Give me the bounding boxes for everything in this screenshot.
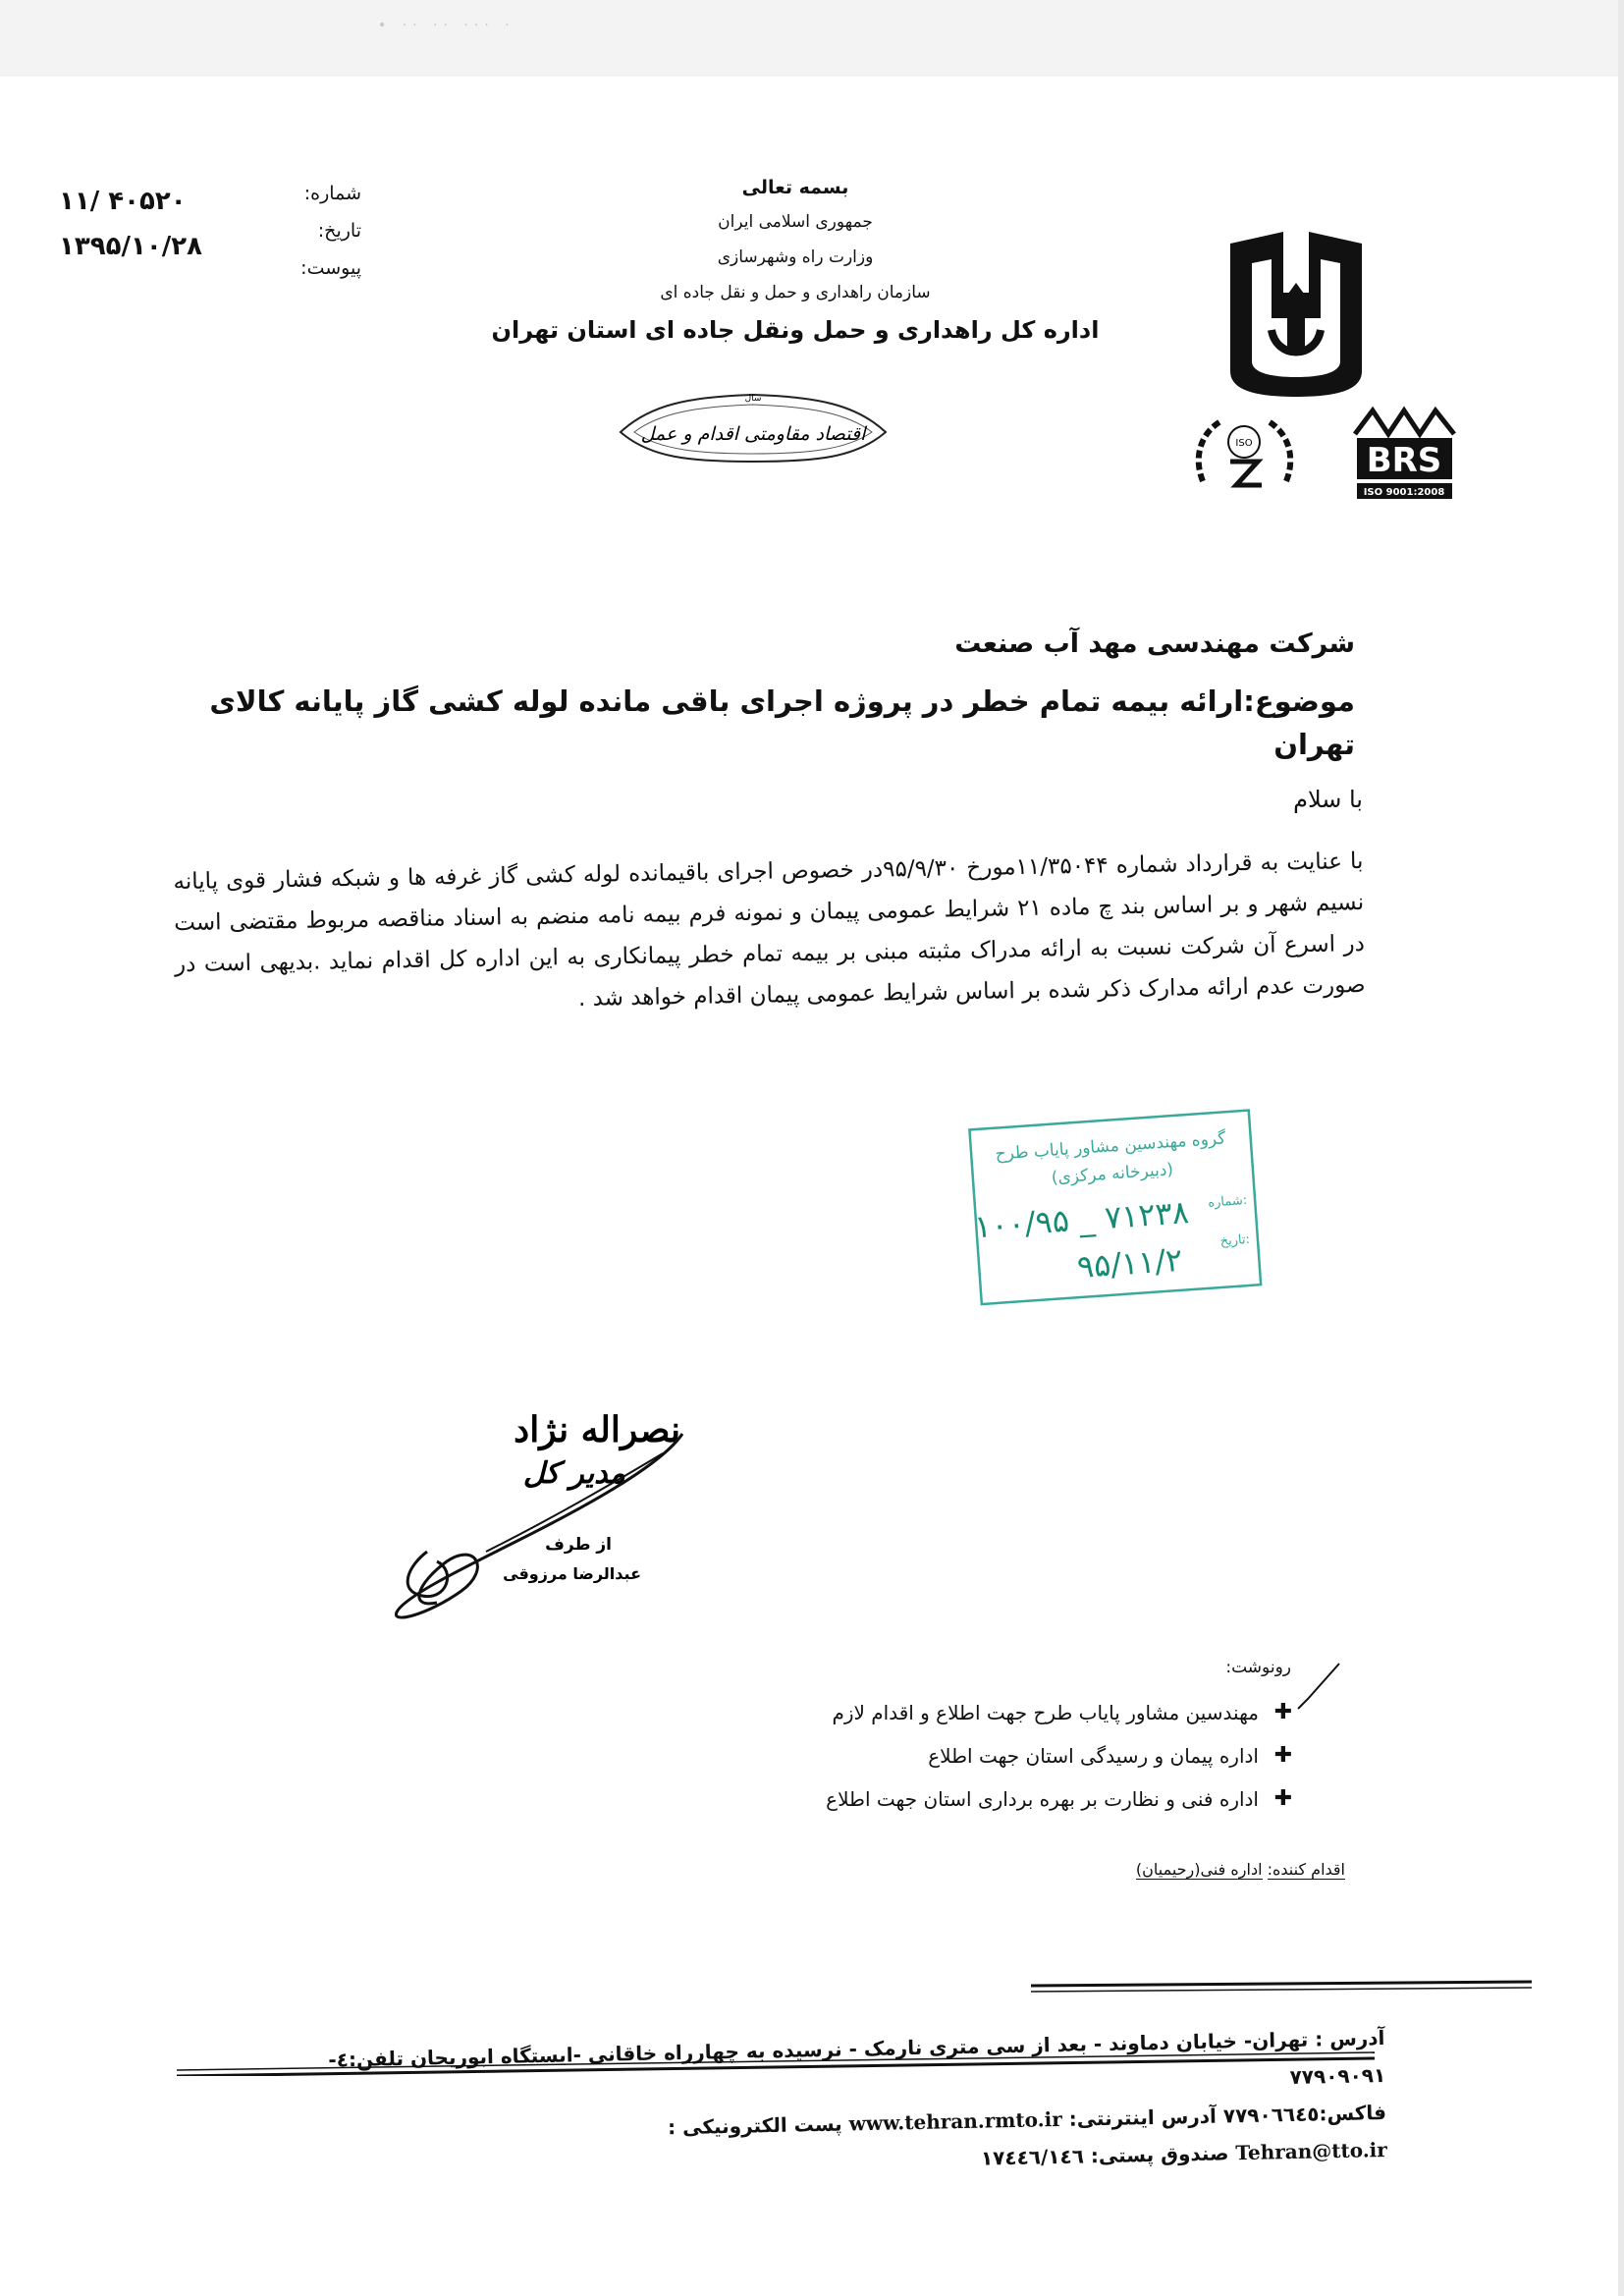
footer-fax: فاکس:۷۷۹۰٦٦٤٥ آدرس اینترنتی: — [1068, 2100, 1387, 2131]
department-line: اداره کل راهداری و حمل ونقل جاده ای استان تهران — [491, 316, 1100, 344]
ministry-logo-icon — [1222, 224, 1370, 401]
stamp-number-value: ۱۰۰/۹۵ _ ۷۱۲۳۸ — [973, 1193, 1191, 1246]
scan-noise: • ·· ·· ··· · — [378, 18, 515, 33]
cc-item — [687, 1777, 1296, 1821]
republic-line: جمهوری اسلامی ایران — [718, 212, 873, 232]
number-value: ۱۱/ ۴۰۵۲۰ — [59, 187, 187, 216]
bullet-icon: ✚ — [1273, 1743, 1293, 1768]
action-by — [1060, 1860, 1345, 1879]
cc-item-text: اداره پیمان و رسیدگی استان جهت اطلاع — [928, 1744, 1259, 1768]
cc-item-text: مهندسین مشاور پایاب طرح جهت اطلاع و اقدام لازم — [832, 1701, 1259, 1724]
scan-top-band — [0, 0, 1624, 77]
number-label: شماره: — [303, 183, 361, 204]
bullet-icon: ✚ — [1273, 1786, 1293, 1811]
footer-email-label: پست الکترونیکی : — [667, 2111, 842, 2140]
slogan-text: اقتصاد مقاومتی اقدام و عمل — [640, 423, 866, 445]
iso-small-text: ISO — [1235, 438, 1253, 449]
brs-text: BRS — [1366, 441, 1442, 480]
meta-labels — [273, 175, 361, 287]
cc-item — [687, 1734, 1296, 1777]
action-by-value: اداره فنی(رحیمیان) — [1135, 1860, 1263, 1879]
stamp-date-value: ۹۵/۱۱/۲ — [1075, 1240, 1184, 1286]
attachment-label: پیوست: — [300, 257, 361, 279]
slogan-calligraphy — [611, 385, 895, 465]
cc-item-text: اداره فنی و نظارت بر بهره برداری استان جهت اطلاع — [826, 1787, 1259, 1811]
meta-values — [59, 179, 255, 269]
action-by-label: اقدام کننده: — [1267, 1860, 1345, 1879]
iso-caption: ISO 9001:2008 — [1363, 487, 1445, 498]
footer-website[interactable]: www.tehran.rmto.ir — [848, 2106, 1062, 2136]
greeting: با سلام — [1293, 786, 1363, 813]
addressee: شرکت مهندسی مهد آب صنعت — [954, 629, 1355, 659]
stamp-line2: (دبیرخانه مرکزی) — [1051, 1160, 1174, 1188]
checkmark-icon — [1294, 1660, 1341, 1719]
basmala: بسمه تعالی — [741, 177, 849, 198]
footer-pobox: صندوق پستی: ۱۷٤٤٦/۱٤٦ — [980, 2141, 1229, 2170]
cc-label: رونوشت: — [1225, 1658, 1291, 1677]
date-label: تاریخ: — [317, 220, 361, 242]
brs-logo-icon — [1353, 405, 1456, 503]
stamp-date-label: تاریخ: — [1219, 1231, 1251, 1249]
signatory-name: نصراله نژاد — [514, 1409, 680, 1450]
stamp-number-label: شماره: — [1207, 1192, 1248, 1211]
iso-certification-icon — [1193, 412, 1296, 496]
signatory-title: مدیر کل — [522, 1456, 625, 1491]
footer-email[interactable]: Tehran@tto.ir — [1235, 2137, 1388, 2165]
stamp-line1: گروه مهندسین مشاور پایاب طرح — [995, 1128, 1226, 1165]
letter-body: با عنایت به قرارداد شماره ۱۱/۳۵۰۴۴مورخ ۹۵/۹/۳۰در خصوص اجرای باقیمانده لوله کشی گاز غرفه ها و شبکه فشار قوی پایانه نسیم شهر و بر اساس بند چ ماده ۲۱ شرایط عمومی پیمان و نمونه فرم بیمه نامه منضم به اسناد مناقصه مربوط مقتضی است در اسرع آن شرکت نسبت به ارائه مدراک مثبته مبنی بر بیمه تمام خطر پیمانکاری به این اداره کل اقدام نماید .بدیهی است در صورت عدم ارائه مدارک ذکر شده بر اساس شرایط عمومی پیمان اقدام خواهد شد . — [173, 847, 1366, 1011]
signature-scribble-icon — [368, 1394, 692, 1630]
cc-list — [687, 1691, 1296, 1821]
received-stamp — [967, 1090, 1272, 1316]
date-value: ۱۳۹۵/۱۰/۲۸ — [59, 232, 202, 261]
footer-address — [245, 2019, 1387, 2192]
signature-block — [368, 1394, 692, 1630]
ministry-line: وزارت راه وشهرسازی — [717, 247, 874, 267]
scan-edge — [1618, 0, 1624, 2296]
brs-logo — [1353, 405, 1456, 503]
letterhead — [461, 171, 1129, 350]
organization-line: سازمان راهداری و حمل و نقل جاده ای — [660, 283, 931, 302]
footer-address-line: آدرس : تهران- خیابان دماوند - بعد از سی متری نارمک - نرسیده به چهارراه خاقانی -ایستگاه ابوریحان تلفن:٤- ۷۷۹۰۹۰۹۱ — [328, 2025, 1386, 2090]
cc-item — [687, 1691, 1296, 1734]
bullet-icon: ✚ — [1273, 1700, 1293, 1724]
subject-line: موضوع:ارائه بیمه تمام خطر در پروژه اجرای باقی مانده لوله کشی گاز پایانه کالای تهران — [209, 684, 1355, 761]
slogan-year: سال — [744, 394, 762, 404]
deputy-name: عبدالرضا مرزوقی — [503, 1564, 641, 1583]
on-behalf-label: از طرف — [545, 1535, 612, 1555]
